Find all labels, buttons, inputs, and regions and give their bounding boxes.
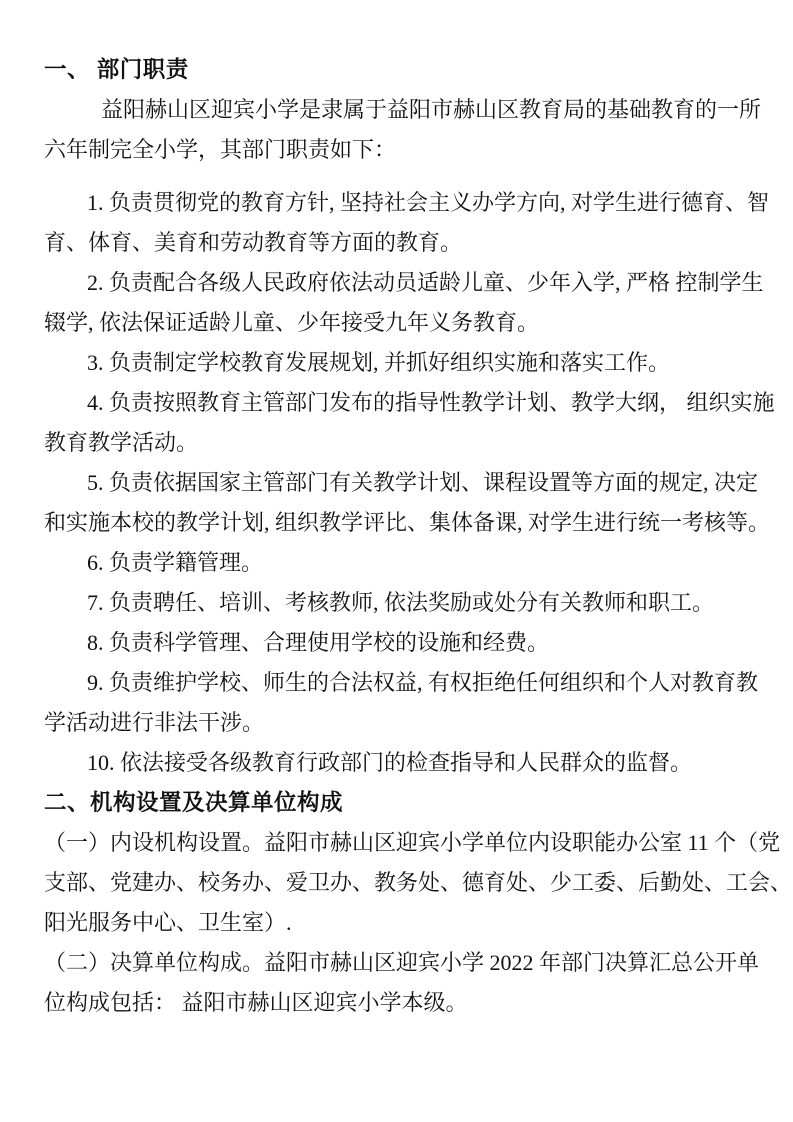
paragraph-org-setup xyxy=(44,823,793,943)
body-line: 10. 依法接受各级教育行政部门的检查指导和人民群众的监督。 xyxy=(87,750,693,775)
list-item-5 xyxy=(44,463,771,543)
body-line: 4. 负责按照教育主管部门发布的指导性教学计划、教学大纲， 组织实施 xyxy=(87,390,775,415)
body-line: 1. 负责贯彻党的教育方针, 坚持社会主义办学方向, 对学生进行德育、智 xyxy=(87,190,770,215)
body-line: 和实施本校的教学计划, 组织教学评比、集体备课, 对学生进行统一考核等。 xyxy=(44,510,771,535)
body-line: 六年制完全小学，其部门职责如下： xyxy=(44,137,397,162)
body-line: 阳光服务中心、卫生室）. xyxy=(44,910,292,935)
body-line: 育、体育、美育和劳动教育等方面的教育。 xyxy=(44,230,463,255)
list-item-10 xyxy=(44,743,749,783)
body-line: 7. 负责聘任、培训、考核教师, 依法奖励或处分有关教师和职工。 xyxy=(87,590,715,615)
list-item-1 xyxy=(44,183,770,263)
list-item-3 xyxy=(44,343,749,383)
body-line: 教育教学活动。 xyxy=(44,430,199,455)
body-line: 学活动进行非法干涉。 xyxy=(44,710,265,735)
body-line: 2. 负责配合各级人民政府依法动员适龄儿童、少年入学, 严格 控制学生 xyxy=(87,270,764,295)
list-item-2 xyxy=(44,263,764,343)
section2-heading: 二、机构设置及决算单位构成 xyxy=(44,790,344,815)
list-item-9 xyxy=(44,663,759,743)
body-line: （二）决算单位构成。益阳市赫山区迎宾小学 2022 年部门决算汇总公开单 xyxy=(44,950,760,975)
body-line: （一）内设机构设置。益阳市赫山区迎宾小学单位内设职能办公室 11 个（党 xyxy=(44,830,781,855)
body-line: 8. 负责科学管理、合理使用学校的设施和经费。 xyxy=(87,630,550,655)
body-line: 5. 负责依据国家主管部门有关教学计划、课程设置等方面的规定, 决定 xyxy=(87,470,759,495)
body-line: 辍学, 依法保证适龄儿童、少年接受九年义务教育。 xyxy=(44,310,540,335)
paragraph-intro xyxy=(44,90,762,170)
body-line: 位构成包括： 益阳市赫山区迎宾小学本级。 xyxy=(44,990,468,1015)
body-line: 6. 负责学籍管理。 xyxy=(87,550,264,575)
paragraph-unit-composition xyxy=(44,943,760,1023)
list-item-8 xyxy=(44,623,749,663)
list-item-6 xyxy=(44,543,749,583)
body-line: 9. 负责维护学校、师生的合法权益, 有权拒绝任何组织和个人对教育教 xyxy=(87,670,759,695)
section1-heading: 一、 部门职责 xyxy=(44,57,189,82)
list-item-7 xyxy=(44,583,749,623)
list-item-4 xyxy=(44,383,775,463)
body-line: 益阳赫山区迎宾小学是隶属于益阳市赫山区教育局的基础教育的一所 xyxy=(101,97,762,122)
body-line: 3. 负责制定学校教育发展规划, 并抓好组织实施和落实工作。 xyxy=(87,350,671,375)
body-line: 支部、党建办、校务办、爱卫办、教务处、德育处、少工委、后勤处、工会、 xyxy=(44,870,793,895)
